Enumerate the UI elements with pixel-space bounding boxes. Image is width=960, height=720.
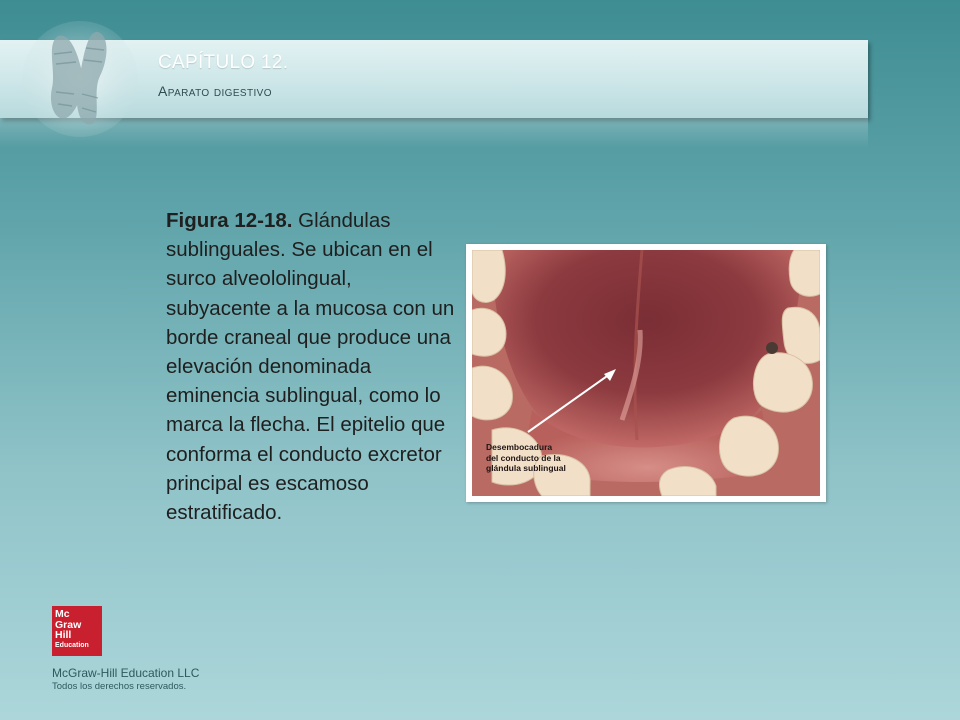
logo-line-2: Graw [55,618,82,631]
logo-line-3: Hill [55,629,72,641]
sublingual-photo [472,250,820,496]
figure-caption [166,206,456,527]
footer-company: McGraw-Hill Education LLC [52,666,200,680]
footer-rights: Todos los derechos reservados. [52,681,187,692]
chapter-subtitle: Aparato digestivo [158,83,272,99]
logo-line-1: Mc [55,608,70,620]
mcgraw-hill-logo [52,606,102,656]
annotation-line-1: Desembocadura [486,442,553,452]
chapter-title: CAPÍTULO 12. [158,52,289,73]
logo-line-4: Education [55,641,89,649]
annotation-line-2: del conducto de la [486,452,561,463]
caption-text: Glándulas sublinguales. Se ubican en el surco alveololingual, subyacente a la mucosa con un borde craneal que produce una elevación denominada eminencia sublingual, como lo marca la flecha. El epitelio que conforma el conducto excretor principal es escamoso estratificado. [166,209,455,525]
chromosome-icon [10,14,150,144]
caption-label: Figura 12-18. [166,209,293,232]
photo-annotation [486,442,596,474]
figure-frame [466,244,826,502]
annotation-line-3: glándula sublingual [486,463,566,473]
